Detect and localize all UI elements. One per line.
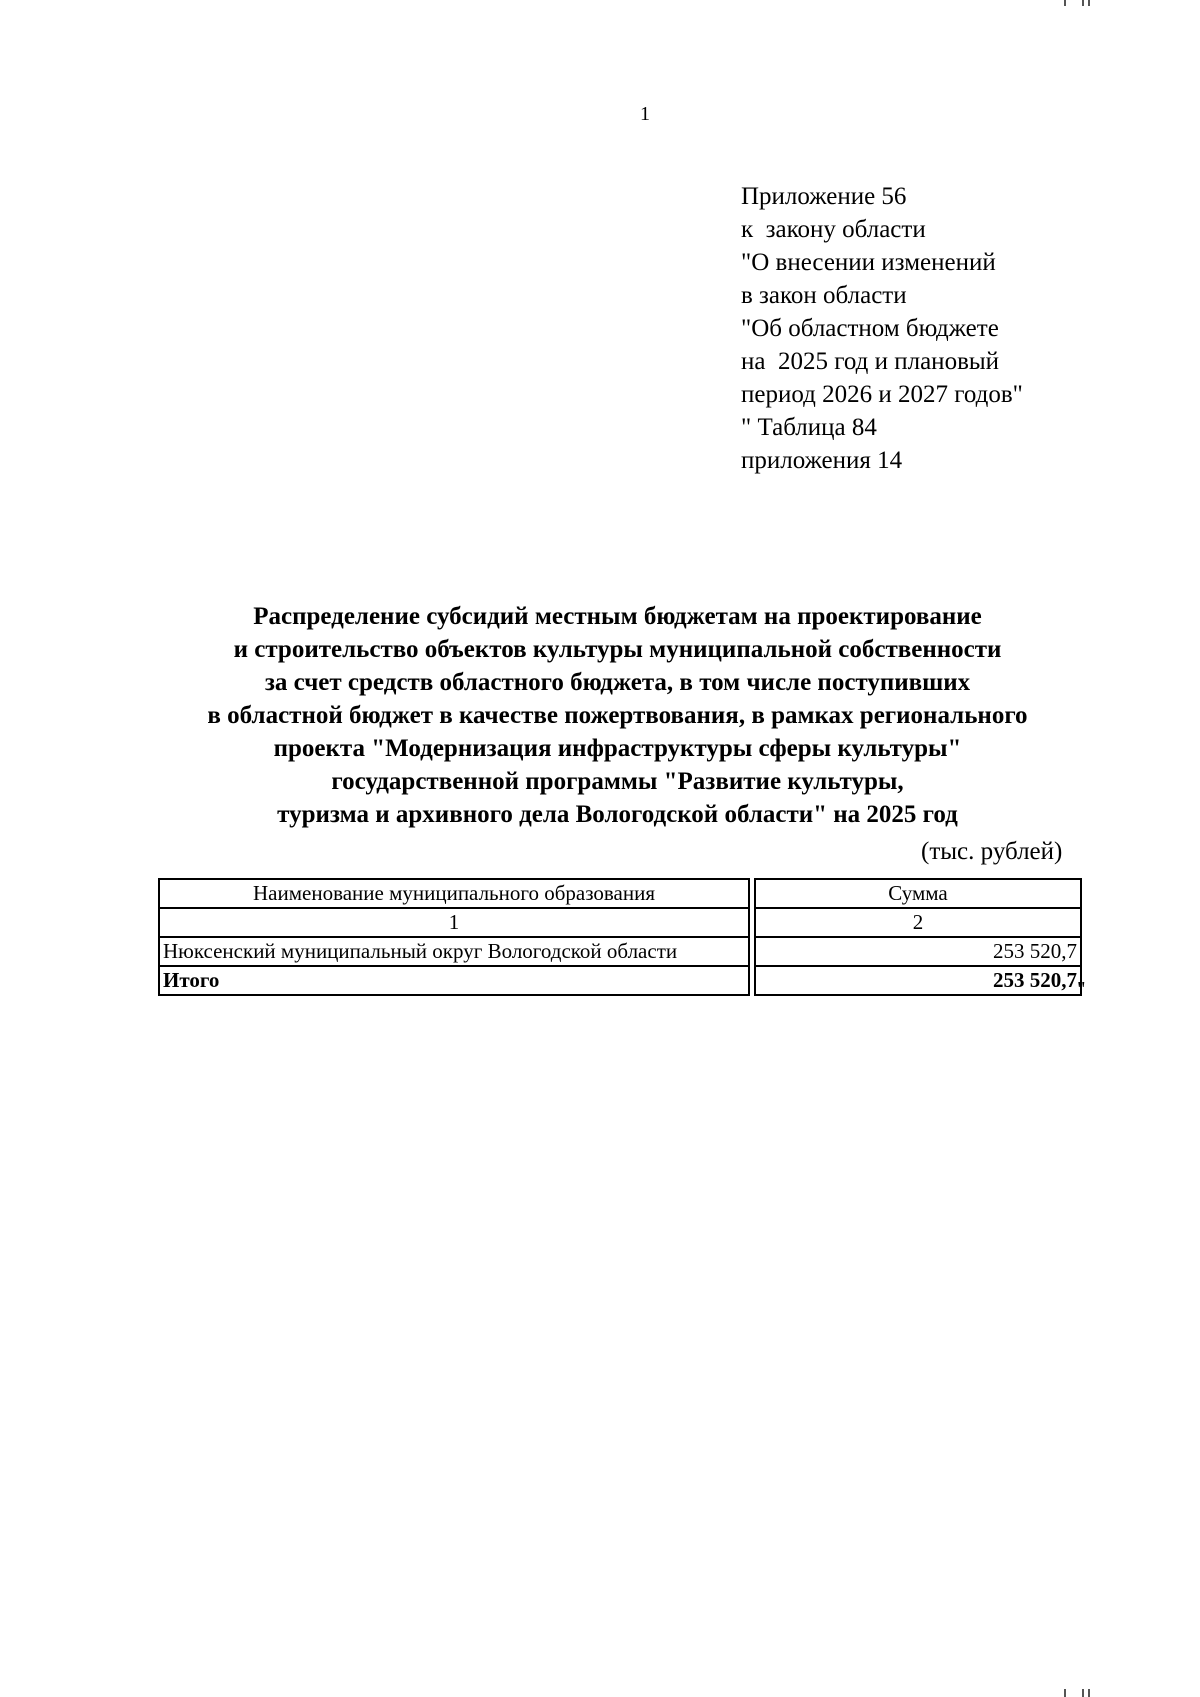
scan-mark-bottom-3: [1088, 1689, 1090, 1697]
title-line: проекта "Модернизация инфраструктуры сферы культуры": [273, 735, 962, 762]
appendix-line: Приложение 56: [741, 183, 907, 210]
scan-mark-top-2: [1082, 0, 1084, 6]
appendix-line: " Таблица 84: [741, 414, 877, 441]
document-title: [150, 600, 1085, 831]
title-line: за счет средств областного бюджета, в том числе поступивших: [264, 669, 971, 696]
appendix-line: приложения 14: [741, 447, 903, 474]
appendix-block: [741, 180, 1023, 477]
table-header-row: [159, 879, 1081, 908]
appendix-line: к закону области: [741, 216, 926, 243]
units-label: (тыс. рублей): [921, 838, 1063, 865]
appendix-line: "Об областном бюджете: [741, 315, 999, 342]
subsidy-table: [158, 878, 1082, 996]
title-line: и строительство объектов культуры муниципальной собственности: [233, 636, 1002, 663]
title-line: государственной программы "Развитие культуры,: [331, 768, 904, 795]
scan-mark-top-3: [1088, 0, 1090, 6]
row-sum: 253 520,7: [755, 937, 1081, 966]
title-line: туризма и архивного дела Вологодской области" на 2025 год: [277, 801, 958, 828]
scan-mark-bottom-2: [1082, 1689, 1084, 1697]
appendix-line: в закон области: [741, 282, 907, 309]
page-number: 1: [640, 103, 650, 125]
closing-quote: ": [1077, 977, 1086, 1001]
table-total-row: [159, 966, 1081, 995]
scan-mark-bottom-1: [1064, 1689, 1066, 1697]
table-column-number-row: [159, 908, 1081, 937]
column-number-2: 2: [755, 908, 1081, 937]
header-name: Наименование муниципального образования: [159, 879, 749, 908]
header-sum: Сумма: [755, 879, 1081, 908]
table-row: [159, 937, 1081, 966]
column-number-1: 1: [159, 908, 749, 937]
appendix-line: "О внесении изменений: [741, 249, 996, 276]
appendix-line: период 2026 и 2027 годов": [741, 381, 1023, 408]
appendix-line: на 2025 год и плановый: [741, 348, 1000, 375]
total-label: Итого: [159, 966, 749, 995]
scan-mark-top-1: [1064, 0, 1066, 6]
title-line: в областной бюджет в качестве пожертвования, в рамках регионального: [207, 702, 1028, 729]
row-name: Нюксенский муниципальный округ Вологодской области: [159, 937, 749, 966]
total-sum: 253 520,7: [755, 966, 1081, 995]
title-line: Распределение субсидий местным бюджетам на проектирование: [253, 603, 982, 630]
